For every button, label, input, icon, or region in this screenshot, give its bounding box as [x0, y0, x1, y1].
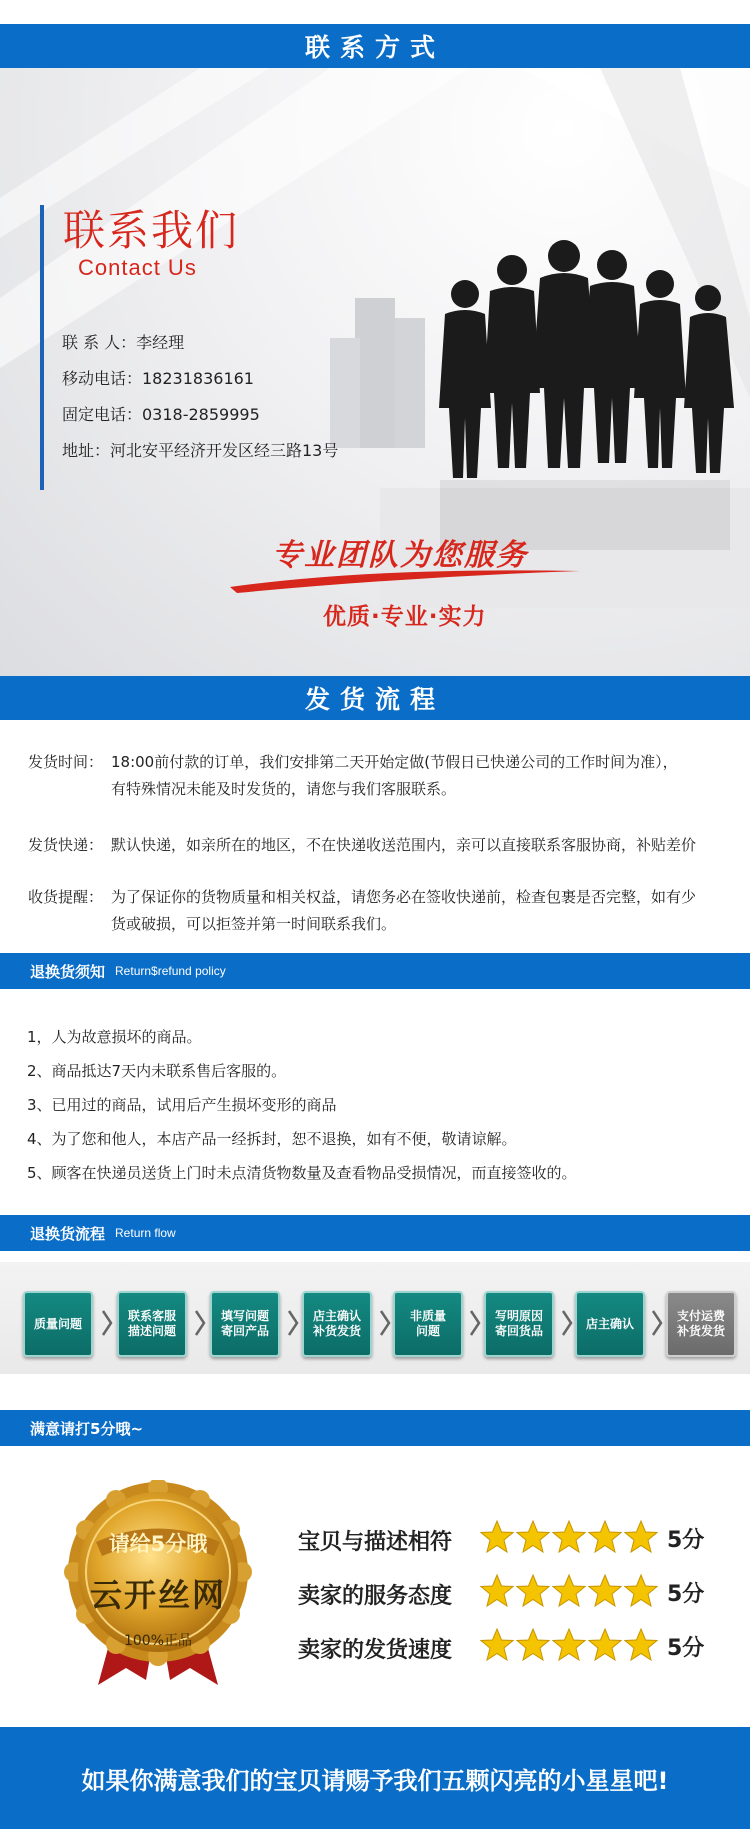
return-flow-diagram	[0, 1262, 750, 1374]
policy-item: 4、为了您和他人，本店产品一经拆封，恕不退换，如有不便，敬请谅解。	[27, 1130, 517, 1148]
star-icon	[552, 1520, 586, 1554]
flow-step-quality-issue: 质量问题	[23, 1291, 93, 1357]
ship-time-text-1: 18:00前付款的订单，我们安排第二天开始定做(节假日已快递公司的工作时间为准），	[111, 753, 678, 771]
contact-heading: 联系我们	[63, 206, 240, 255]
flow-step-pay-shipping: 支付运费 补货发货	[666, 1291, 736, 1357]
flow-step-return-product: 填写问题 寄回产品	[210, 1291, 280, 1357]
contact-section-title: 联系方式	[0, 24, 750, 68]
flow-arrow-icon	[286, 1308, 300, 1338]
medal-text-genuine: 100%正品	[123, 1633, 193, 1649]
star-icon	[552, 1628, 586, 1662]
rating-score-service: 5分	[667, 1582, 705, 1607]
rating-score-description: 5分	[667, 1528, 705, 1553]
rating-score-shipping: 5分	[667, 1636, 705, 1661]
contact-heading-en: Contact Us	[78, 255, 197, 280]
star-icon	[552, 1574, 586, 1608]
star-icon	[516, 1574, 550, 1608]
star-icon	[480, 1628, 514, 1662]
star-icon	[480, 1520, 514, 1554]
ship-receive-label: 收货提醒：	[28, 888, 104, 906]
return-policy-bar	[0, 953, 750, 989]
star-icon	[624, 1574, 658, 1608]
star-icon	[516, 1628, 550, 1662]
flow-step-contact-service: 联系客服 描述问题	[117, 1291, 187, 1357]
star-icon	[624, 1520, 658, 1554]
flow-step-state-reason: 写明原因 寄回货品	[484, 1291, 554, 1357]
rating-label-service: 卖家的服务态度	[298, 1584, 453, 1609]
rating-label-shipping: 卖家的发货速度	[298, 1638, 453, 1663]
shipping-section-title: 发货流程	[0, 676, 750, 720]
medal-text-top: 请给5分哦	[108, 1532, 208, 1556]
flow-arrow-icon	[378, 1308, 392, 1338]
medal-text-brand: 云开丝网	[89, 1576, 226, 1614]
contact-accent-line	[40, 205, 44, 490]
flow-arrow-icon	[468, 1308, 482, 1338]
ship-time-text-2: 有特殊情况未能及时发货的，请您与我们客服联系。	[111, 780, 457, 798]
rating-title: 满意请打5分哦~	[30, 1419, 144, 1438]
star-icon	[516, 1520, 550, 1554]
ship-time-row	[28, 749, 678, 803]
rating-label-description: 宝贝与描述相符	[298, 1530, 453, 1555]
policy-item: 5、顾客在快递员送货上门时未点清货物数量及查看物品受损情况，而直接签收的。	[27, 1164, 577, 1182]
star-icon	[588, 1520, 622, 1554]
rating-stars-shipping	[480, 1628, 658, 1662]
flow-step-owner-confirm-resend: 店主确认 补货发货	[302, 1291, 372, 1357]
flow-arrow-icon	[193, 1308, 207, 1338]
ship-courier-label: 发货快递：	[28, 836, 104, 854]
rating-stars-description	[480, 1520, 658, 1554]
return-flow-bar	[0, 1215, 750, 1251]
slogan-team: 专业团队为您服务	[272, 538, 528, 573]
ship-receive-row	[28, 884, 696, 938]
flow-arrow-icon	[100, 1308, 114, 1338]
ship-time-label: 发货时间：	[28, 753, 104, 771]
flow-step-non-quality-issue: 非质量 问题	[393, 1291, 463, 1357]
return-flow-title: 退换货流程	[30, 1224, 106, 1243]
star-icon	[624, 1628, 658, 1662]
star-icon	[480, 1574, 514, 1608]
rating-bar	[0, 1410, 750, 1446]
flow-arrow-icon	[650, 1308, 664, 1338]
rating-stars-service	[480, 1574, 658, 1608]
flow-arrow-icon	[560, 1308, 574, 1338]
contact-landline: 固定电话：0318-2859995	[62, 405, 260, 424]
ship-receive-text-2: 货或破损，可以拒签并第一时间联系我们。	[111, 915, 397, 933]
ship-receive-text-1: 为了保证你的货物质量和相关权益，请您务必在签收快递前，检查包裹是否完整，如有少	[111, 888, 697, 906]
return-policy-title: 退换货须知	[30, 962, 106, 981]
slogan-swoosh	[225, 565, 585, 595]
contact-mobile: 移动电话：18231836161	[62, 369, 254, 388]
return-policy-title-en: Return$refund policy	[115, 964, 226, 978]
policy-item: 3、已用过的商品，试用后产生损坏变形的商品	[27, 1096, 337, 1114]
contact-hero-banner	[0, 68, 750, 676]
contact-person: 联 系 人：李经理	[62, 333, 185, 352]
ship-courier-text-1: 默认快递，如亲所在的地区，不在快递收送范围内，亲可以直接联系客服协商，补贴差价	[111, 836, 697, 854]
flow-step-owner-confirm: 店主确认	[575, 1291, 645, 1357]
slogan-quality: 优质·专业·实力	[323, 604, 487, 630]
star-icon	[588, 1628, 622, 1662]
return-flow-title-en: Return flow	[115, 1226, 176, 1240]
contact-address: 地址：河北安平经济开发区经三路13号	[62, 441, 339, 460]
policy-item: 2、商品抵达7天内未联系售后客服的。	[27, 1062, 287, 1080]
footer-banner: 如果你满意我们的宝贝请赐予我们五颗闪亮的小星星吧!	[0, 1727, 750, 1829]
policy-item: 1，人为故意损坏的商品。	[27, 1028, 202, 1046]
ship-courier-row	[28, 832, 696, 859]
star-icon	[588, 1574, 622, 1608]
